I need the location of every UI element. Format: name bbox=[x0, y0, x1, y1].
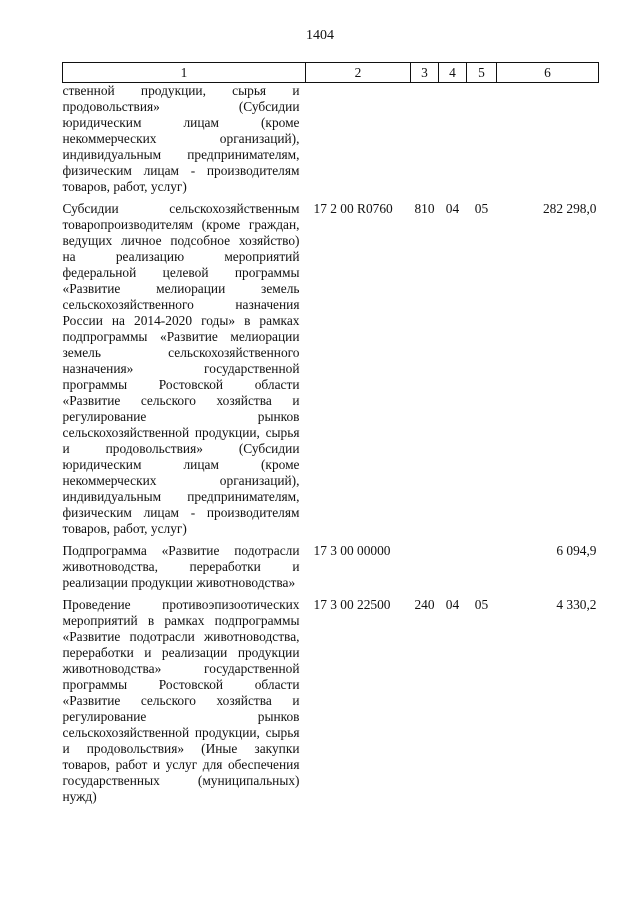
row-code: 17 3 00 00000 bbox=[313, 543, 391, 558]
row-code: 17 2 00 R0760 bbox=[313, 201, 393, 216]
row-amount: 282 298,0 bbox=[542, 201, 597, 216]
row-name: ственной продукции, сырья и продовольствия» (Субсидии юридическим лицам (кромe некоммерческих организаций), индивидуальным предпринимателям, физическим лицам - производителям товаров, работ, услуг) bbox=[62, 83, 300, 194]
row-code: 17 3 00 22500 bbox=[313, 597, 391, 612]
column-header: 6 bbox=[497, 63, 599, 83]
column-header: 5 bbox=[467, 63, 497, 83]
row-name: Подпрограмма «Развитие подотрасли животноводства, переработки и реализации продукции животноводства» bbox=[62, 543, 300, 590]
row-subsection bbox=[467, 83, 497, 196]
row-expense-type: 810 bbox=[414, 201, 435, 216]
row-name: Субсидии сельскохозяйственным товаропроизводителям (кроме граждан, ведущих личное подсобное хозяйство) на реализацию мероприятий федеральной целевой программы «Развитие мелиорации земель сельскохозяйственного назначения России на 2014-2020 годы» в рамках подпрограммы «Развитие мелиорации земель сельскохозяйственного назначения» государственной программы Ростовской области «Развитие сельского хозяйства и регулирование рынков сельскохозяйственной продукции, сырья и продовольствия» (Субсидии юридическим лицам (кроме некоммерческих организаций), индивидуальным предпринимателям, физическим лицам - производителям товаров, работ, услуг) bbox=[62, 201, 300, 536]
row-section: 04 bbox=[445, 597, 460, 612]
table-row bbox=[63, 543, 599, 591]
column-header: 4 bbox=[439, 63, 467, 83]
column-header: 1 bbox=[63, 63, 306, 83]
row-code bbox=[306, 83, 411, 196]
table-row bbox=[63, 83, 599, 196]
table-row bbox=[63, 597, 599, 805]
budget-table bbox=[62, 62, 599, 805]
row-amount bbox=[497, 83, 599, 196]
row-expense-type bbox=[411, 543, 439, 591]
row-section bbox=[439, 543, 467, 591]
table-header-row bbox=[63, 63, 599, 83]
row-subsection: 05 bbox=[474, 201, 489, 216]
row-section bbox=[439, 83, 467, 196]
row-subsection: 05 bbox=[474, 597, 489, 612]
row-amount: 6 094,9 bbox=[556, 543, 597, 558]
row-section: 04 bbox=[445, 201, 460, 216]
row-expense-type: 240 bbox=[414, 597, 435, 612]
table-row bbox=[63, 201, 599, 537]
column-header: 3 bbox=[411, 63, 439, 83]
row-amount: 4 330,2 bbox=[556, 597, 597, 612]
column-header: 2 bbox=[306, 63, 411, 83]
row-expense-type bbox=[411, 83, 439, 196]
row-subsection bbox=[467, 543, 497, 591]
row-name: Проведение противоэпизоотических мероприятий в рамках подпрограммы «Развитие подотрасли животноводства, переработки и реализации продукции животноводства» государственной программы Ростовской области «Развитие сельского хозяйства и регулирование рынков сельскохозяйственной продукции, сырья и продовольствия» (Иные закупки товаров, работ и услуг для обеспечения государственных (муниципальных) нужд) bbox=[62, 597, 300, 804]
page-number: 1404 bbox=[306, 28, 334, 43]
